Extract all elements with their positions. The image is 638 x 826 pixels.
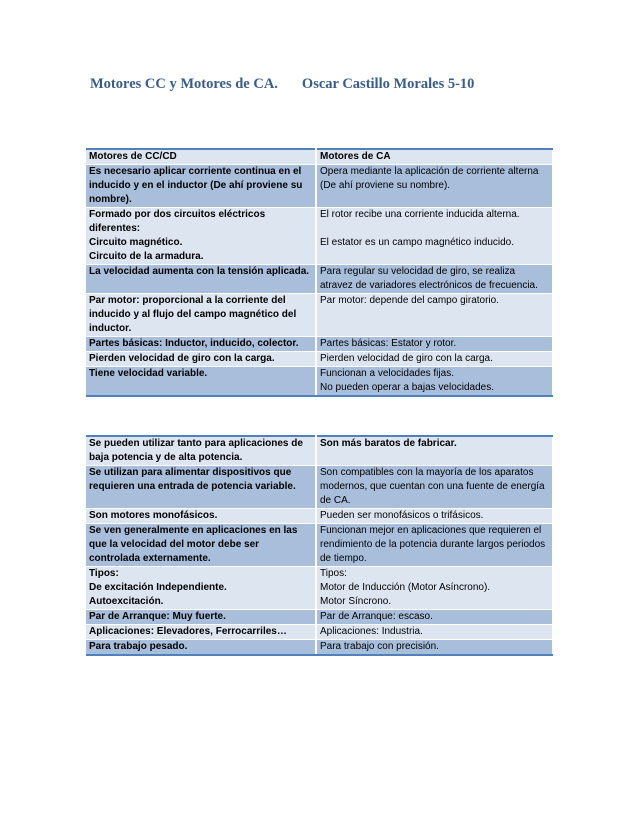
ac-motor-cell (316, 509, 552, 524)
dc-motor-cell (86, 567, 316, 610)
dc-motor-cell (86, 337, 316, 352)
ac-motor-cell (316, 524, 552, 567)
cell-line: Motor de Inducción (Motor Asíncrono). (320, 582, 491, 593)
cell-line: Funcionan a velocidades fijas. (320, 368, 454, 379)
dc-motor-cell (86, 509, 316, 524)
cell-line: Pierden velocidad de giro con la carga. (320, 353, 493, 364)
ac-motor-cell (316, 352, 552, 367)
table-row (86, 165, 552, 208)
table-row (86, 567, 552, 610)
ac-motor-cell (316, 367, 552, 397)
cell-line: Para trabajo con precisión. (320, 641, 439, 652)
cell-line: Par motor: depende del campo giratorio. (320, 295, 499, 306)
cell-line: Es necesario aplicar corriente continua en el inducido y en el inductor (De ahí proviene su nombre). (89, 166, 303, 205)
cell-line: El rotor recibe una corriente inducida alterna. (320, 209, 520, 220)
cell-line: Funcionan mejor en aplicaciones que requieren el rendimiento de la potencia durante largos periodos de tiempo. (320, 525, 546, 564)
dc-motor-cell (86, 436, 316, 466)
ac-motor-cell (316, 625, 552, 640)
cell-line: Partes básicas: Estator y rotor. (320, 338, 457, 349)
dc-motor-cell (86, 265, 316, 294)
dc-motor-cell (86, 165, 316, 208)
ac-motor-cell (316, 466, 552, 509)
cell-line: Autoexcitación. (89, 596, 164, 607)
ac-motor-cell (316, 610, 552, 625)
comparison-table-1 (86, 148, 553, 397)
ac-motor-cell (316, 567, 552, 610)
cell-line: Se pueden utilizar tanto para aplicaciones de baja potencia y de alta potencia. (89, 438, 303, 463)
cell-line: Motor Síncrono. (320, 596, 392, 607)
dc-motor-cell (86, 610, 316, 625)
cell-line: Para trabajo pesado. (89, 641, 188, 652)
cell-line: Pierden velocidad de giro con la carga. (89, 353, 275, 364)
table-row (86, 337, 552, 352)
ac-motor-cell (316, 265, 552, 294)
cell-line: El estator es un campo magnético inducido. (320, 237, 514, 248)
ac-motor-cell (316, 208, 552, 265)
header-dc-motors: Motores de CC/CD (86, 149, 316, 165)
cell-line: Par motor: proporcional a la corriente del inducido y al flujo del campo magnético del inductor. (89, 295, 297, 334)
cell-line: Circuito magnético. (89, 237, 183, 248)
cell-line: Tipos: (89, 568, 119, 579)
title-text: Motores CC y Motores de CA. (90, 76, 278, 92)
dc-motor-cell (86, 208, 316, 265)
cell-line (320, 222, 549, 236)
dc-motor-cell (86, 524, 316, 567)
cell-line: Formado por dos circuitos eléctricos diferentes: (89, 209, 266, 234)
cell-line: Aplicaciones: Industria. (320, 626, 423, 637)
cell-line: Circuito de la armadura. (89, 251, 204, 262)
cell-line: Par de Arranque: Muy fuerte. (89, 611, 226, 622)
ac-motor-cell (316, 640, 552, 656)
dc-motor-cell (86, 367, 316, 397)
table-row (86, 509, 552, 524)
dc-motor-cell (86, 352, 316, 367)
table-row (86, 640, 552, 656)
cell-line: Opera mediante la aplicación de corriente alterna (De ahí proviene su nombre). (320, 166, 539, 191)
ac-motor-cell (316, 436, 552, 466)
cell-line: Tiene velocidad variable. (89, 368, 208, 379)
table-row (86, 367, 552, 397)
comparison-table-2 (86, 435, 553, 656)
author-name: Oscar Castillo Morales 5-10 (301, 76, 475, 92)
dc-motor-cell (86, 466, 316, 509)
table-row (86, 610, 552, 625)
cell-line: Partes básicas: Inductor, inducido, colector. (89, 338, 299, 349)
ac-motor-cell (316, 165, 552, 208)
table-header-row (86, 149, 552, 165)
cell-line: La velocidad aumenta con la tensión aplicada. (89, 266, 310, 277)
header-ac-motors: Motores de CA (316, 149, 552, 165)
cell-line: Para regular su velocidad de giro, se realiza atravez de variadores electrónicos de frecuencia. (320, 266, 538, 291)
ac-motor-cell (316, 337, 552, 352)
table-row (86, 208, 552, 265)
table-row (86, 352, 552, 367)
dc-motor-cell (86, 294, 316, 337)
cell-line: Aplicaciones: Elevadores, Ferrocarriles… (89, 626, 287, 637)
table-row (86, 524, 552, 567)
table-row (86, 625, 552, 640)
cell-line: Se utilizan para alimentar dispositivos que requieren una entrada de potencia variable. (89, 467, 296, 492)
cell-line: Son motores monofásicos. (89, 510, 218, 521)
cell-line: Son compatibles con la mayoría de los aparatos modernos, que cuentan con una fuente de energía de CA. (320, 467, 545, 506)
ac-motor-cell (316, 294, 552, 337)
cell-line: No pueden operar a bajas velocidades. (320, 382, 495, 393)
cell-line: De excitación Independiente. (89, 582, 227, 593)
cell-line: Pueden ser monofásicos o trifásicos. (320, 510, 484, 521)
table-row (86, 436, 552, 466)
cell-line: Son más baratos de fabricar. (320, 438, 457, 449)
dc-motor-cell (86, 625, 316, 640)
table-row (86, 265, 552, 294)
cell-line: Se ven generalmente en aplicaciones en las que la velocidad del motor debe ser controlada externamente. (89, 525, 298, 564)
cell-line: Tipos: (320, 568, 347, 579)
cell-line: Par de Arranque: escaso. (320, 611, 433, 622)
table-row (86, 466, 552, 509)
table-row (86, 294, 552, 337)
dc-motor-cell (86, 640, 316, 656)
document-title (90, 76, 474, 93)
